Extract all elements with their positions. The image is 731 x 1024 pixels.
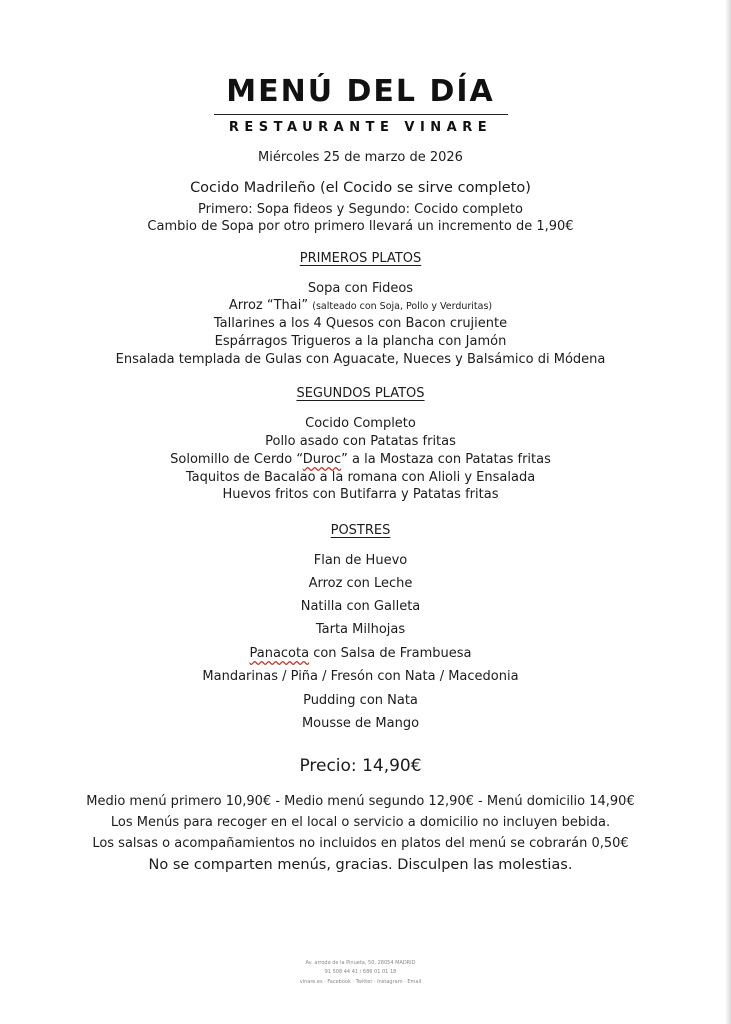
spellcheck-marked-word: Duroc — [302, 452, 342, 467]
footer-links: vinare.es · Facebook · Twitter · Instagram · Email — [299, 979, 422, 985]
postres-heading: POSTRES — [330, 523, 391, 538]
page-edge-shadow — [725, 0, 731, 1024]
primeros-item-note: (salteado con Soja, Pollo y Verduritas) — [312, 301, 493, 312]
postres-item: Mousse de Mango — [301, 716, 420, 731]
footer-phones: 91 508 44 41 / 686 01 01 18 — [324, 969, 397, 975]
postres-item: Arroz con Leche — [308, 576, 413, 591]
pricing-note: Medio menú primero 10,90€ - Medio menú segundo 12,90€ - Menú domicilio 14,90€ — [86, 794, 635, 809]
segundos-heading: SEGUNDOS PLATOS — [296, 386, 425, 401]
primeros-heading: PRIMEROS PLATOS — [299, 251, 422, 266]
segundos-item: Pollo asado con Patatas fritas — [265, 434, 456, 449]
sharing-note: No se comparten menús, gracias. Disculpen las molestias. — [148, 857, 573, 873]
menu-title: MENÚ DEL DÍA — [226, 74, 495, 109]
postres-item: Natilla con Galleta — [300, 599, 421, 614]
primeros-item: Ensalada templada de Gulas con Aguacate, Nueces y Balsámico di Módena — [115, 352, 606, 367]
postres-item: Pudding con Nata — [303, 693, 418, 708]
primeros-item: Espárragos Trigueros a la plancha con Jamón — [214, 334, 507, 349]
title-divider — [214, 114, 508, 115]
primeros-item: Sopa con Fideos — [307, 281, 414, 296]
extras-note: Los salsas o acompañamientos no incluidos en platos del menú se cobrarán 0,50€ — [92, 836, 629, 851]
special-dish-change-note: Cambio de Sopa por otro primero llevará un incremento de 1,90€ — [147, 219, 574, 234]
segundos-item: Taquitos de Bacalao a la romana con Alioli y Ensalada — [185, 470, 536, 485]
menu-date: Miércoles 25 de marzo de 2026 — [258, 150, 463, 165]
segundos-item — [0, 452, 721, 467]
restaurant-name: RESTAURANTE VINARE — [228, 120, 493, 135]
postres-item: Mandarinas / Piña / Fresón con Nata / Macedonia — [202, 669, 519, 684]
special-dish-courses: Primero: Sopa fideos y Segundo: Cocido completo — [198, 202, 523, 217]
postres-item — [0, 646, 721, 661]
footer-address: Av. arroda de la Pinueta, 50, 28054 MADRID — [305, 960, 416, 966]
primeros-item-name: Arroz “Thai” — [228, 298, 309, 313]
segundos-item-post: ” a la Mostaza con Patatas fritas — [341, 452, 551, 467]
special-dish-name: Cocido Madrileño (el Cocido se sirve completo) — [190, 180, 531, 196]
segundos-item: Huevos fritos con Butifarra y Patatas fritas — [222, 487, 499, 502]
segundos-item-pre: Solomillo de Cerdo “ — [170, 452, 303, 467]
segundos-item: Cocido Completo — [305, 416, 416, 431]
spellcheck-marked-word: Panacota — [249, 646, 310, 661]
primeros-item — [0, 298, 721, 313]
primeros-item: Tallarines a los 4 Quesos con Bacon crujiente — [213, 316, 508, 331]
menu-price: Precio: 14,90€ — [299, 756, 422, 776]
postres-item-post: con Salsa de Frambuesa — [309, 646, 472, 661]
takeaway-note: Los Menús para recoger en el local o servicio a domicilio no incluyen bebida. — [110, 815, 611, 830]
postres-item: Flan de Huevo — [313, 553, 408, 568]
postres-item: Tarta Milhojas — [315, 622, 406, 637]
